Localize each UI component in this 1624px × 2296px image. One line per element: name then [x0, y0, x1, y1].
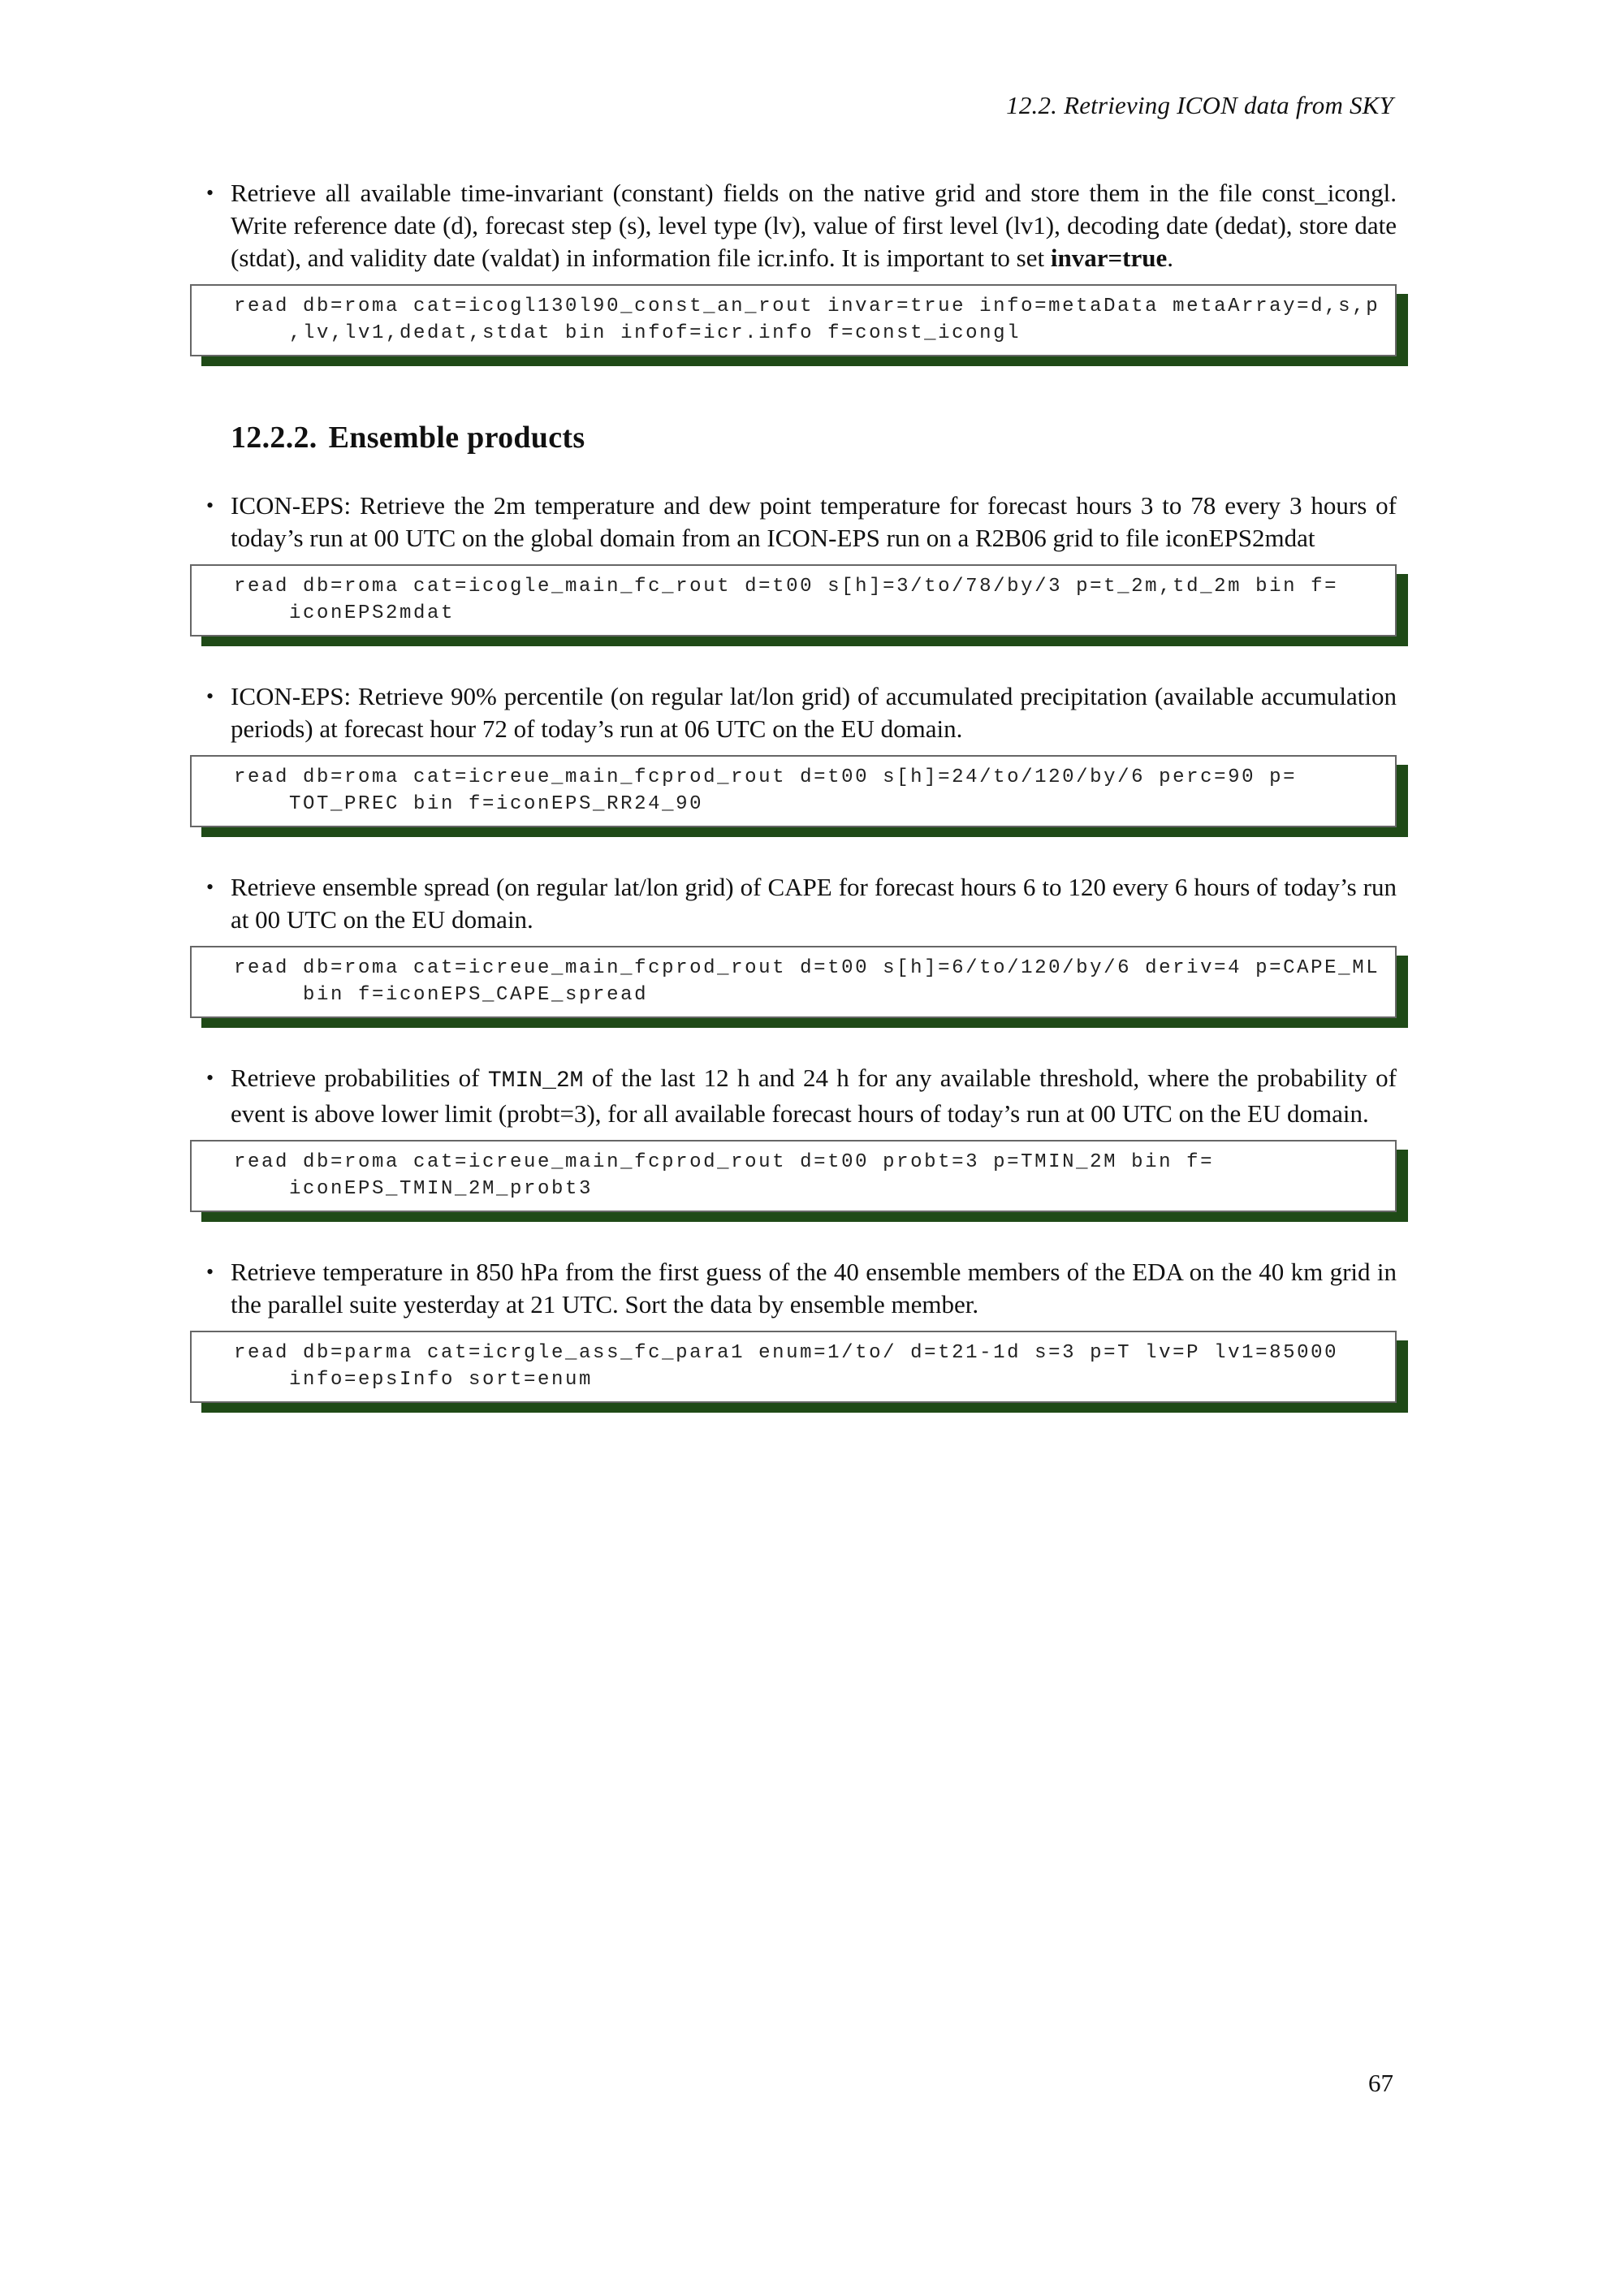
- code-block: [190, 1331, 1397, 1403]
- code-line: iconEPS_TMIN_2M_probt3: [234, 1178, 594, 1200]
- code-line: bin f=iconEPS_CAPE_spread: [234, 984, 649, 1006]
- list-item: [190, 871, 1397, 936]
- code-line: read db=roma cat=icreue_main_fcprod_rout d=t00 s[h]=24/to/120/by/6 perc=90 p=: [234, 766, 1298, 788]
- code-block: [190, 564, 1397, 637]
- item-text-end: .: [1167, 244, 1173, 272]
- list-item: [190, 680, 1397, 745]
- item-bold-text: invar=true: [1050, 244, 1168, 272]
- code-listing[interactable]: [190, 1140, 1397, 1212]
- code-line: read db=roma cat=icreue_main_fcprod_rout d=t00 probt=3 p=TMIN_2M bin f=: [234, 1151, 1215, 1173]
- item-text: Retrieve probabilities of: [231, 1064, 488, 1092]
- item-text-end: of the last 12 h and 24 h for any available threshold, where the probability of event is above lower limit (probt=3), for all available forecast hours of today’s run at 00 UTC on the EU domain.: [231, 1064, 1397, 1128]
- inline-code: TMIN_2M: [487, 1068, 584, 1094]
- item-text: Retrieve ensemble spread (on regular lat/lon grid) of CAPE for forecast hours 6 to 120 every 6 hours of today’s run at 00 UTC on the EU domain.: [231, 873, 1397, 934]
- code-line: read db=parma cat=icrgle_ass_fc_para1 enum=1/to/ d=t21-1d s=3 p=T lv=P lv1=85000: [234, 1342, 1339, 1364]
- code-listing[interactable]: [190, 564, 1397, 637]
- code-line: iconEPS2mdat: [234, 602, 456, 624]
- code-block: [190, 1140, 1397, 1212]
- code-listing[interactable]: [190, 755, 1397, 827]
- section-heading: [231, 420, 1397, 455]
- list-item: [190, 1062, 1397, 1130]
- bullet-icon: •: [206, 181, 214, 205]
- item-text: ICON-EPS: Retrieve 90% percentile (on regular lat/lon grid) of accumulated precipitation (available accumulation periods) at forecast hour 72 of today’s run at 06 UTC on the EU domain.: [231, 682, 1397, 743]
- code-listing[interactable]: [190, 284, 1397, 356]
- code-line: read db=roma cat=icogl130l90_const_an_rout invar=true info=metaData metaArray=d,s,p: [234, 296, 1380, 317]
- code-block: [190, 755, 1397, 827]
- section-number: 12.2.2.: [231, 421, 317, 455]
- item-text: Retrieve temperature in 850 hPa from the first guess of the 40 ensemble members of the EDA on the 40 km grid in the parallel suite yesterday at 21 UTC. Sort the data by ensemble member.: [231, 1258, 1397, 1318]
- code-line: ,lv,lv1,dedat,stdat bin infof=icr.info f=const_icongl: [234, 322, 1021, 344]
- page-number: 67: [1368, 2069, 1393, 2097]
- code-listing[interactable]: [190, 946, 1397, 1018]
- code-line: TOT_PREC bin f=iconEPS_RR24_90: [234, 793, 704, 815]
- section-title: Ensemble products: [328, 421, 585, 455]
- bullet-icon: •: [206, 875, 214, 899]
- code-block: [190, 284, 1397, 356]
- list-item-intro: [190, 177, 1397, 274]
- code-listing[interactable]: [190, 1331, 1397, 1403]
- bullet-icon: •: [206, 1260, 214, 1284]
- bullet-icon: •: [206, 684, 214, 708]
- list-item: [190, 490, 1397, 555]
- code-block: [190, 946, 1397, 1018]
- page-content: [190, 177, 1397, 1403]
- bullet-icon: •: [206, 1066, 214, 1090]
- code-line: read db=roma cat=icogle_main_fc_rout d=t00 s[h]=3/to/78/by/3 p=t_2m,td_2m bin f=: [234, 576, 1339, 598]
- code-line: info=epsInfo sort=enum: [234, 1369, 594, 1391]
- running-header: 12.2. Retrieving ICON data from SKY: [1006, 91, 1393, 119]
- code-line: read db=roma cat=icreue_main_fcprod_rout d=t00 s[h]=6/to/120/by/6 deriv=4 p=CAPE_ML: [234, 957, 1380, 979]
- item-text: ICON-EPS: Retrieve the 2m temperature and dew point temperature for forecast hours 3 to 78 every 3 hours of today’s run at 00 UTC on the global domain from an ICON-EPS run on a R2B06 grid to file iconEPS2mdat: [231, 491, 1397, 552]
- list-item: [190, 1256, 1397, 1321]
- bullet-icon: •: [206, 494, 214, 517]
- item-text: Retrieve all available time-invariant (constant) fields on the native grid and store them in the file const_icongl. Write reference date (d), forecast step (s), level type (lv), value of first level (lv1), decoding date (dedat), store date (stdat), and validity date (valdat) in information file icr.info. It is important to set: [231, 179, 1397, 272]
